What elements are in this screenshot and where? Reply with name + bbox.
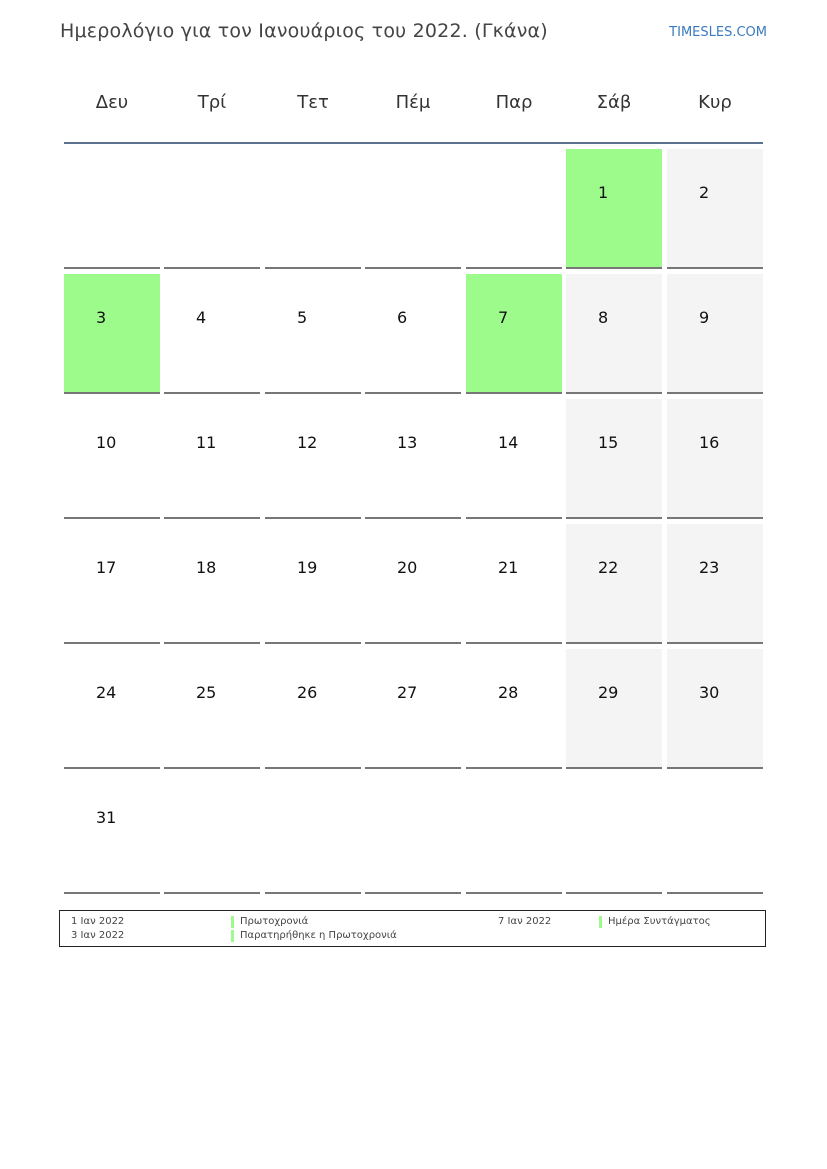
calendar-day-cell[interactable] xyxy=(265,649,361,769)
day-number: 23 xyxy=(699,558,720,577)
calendar-empty-cell xyxy=(667,774,763,894)
calendar-day-cell[interactable] xyxy=(164,399,260,519)
day-number: 29 xyxy=(598,683,619,702)
weekday-sat: Σάβ xyxy=(596,92,632,113)
calendar-day-cell[interactable] xyxy=(466,274,562,394)
calendar-day-cell[interactable] xyxy=(365,399,461,519)
calendar-day-cell[interactable] xyxy=(164,274,260,394)
day-number: 30 xyxy=(699,683,720,702)
header-divider xyxy=(64,142,763,144)
day-number: 28 xyxy=(498,683,519,702)
day-number: 27 xyxy=(397,683,418,702)
calendar-day-cell[interactable] xyxy=(466,524,562,644)
day-number: 19 xyxy=(297,558,318,577)
day-number: 6 xyxy=(397,308,408,327)
calendar-day-cell[interactable] xyxy=(365,524,461,644)
weekday-mon: Δευ xyxy=(95,92,129,113)
calendar-day-cell[interactable] xyxy=(365,274,461,394)
day-number: 11 xyxy=(196,433,217,452)
calendar-day-cell[interactable] xyxy=(566,149,662,269)
calendar-empty-cell xyxy=(64,149,160,269)
day-number: 17 xyxy=(96,558,117,577)
day-number: 13 xyxy=(397,433,418,452)
calendar-day-cell[interactable] xyxy=(365,649,461,769)
calendar-day-cell[interactable] xyxy=(64,774,160,894)
calendar-day-cell[interactable] xyxy=(667,399,763,519)
legend-holiday-name: Πρωτοχρονιά xyxy=(231,916,308,928)
day-number: 3 xyxy=(96,308,107,327)
calendar-empty-cell xyxy=(164,149,260,269)
day-number: 4 xyxy=(196,308,207,327)
calendar-day-cell[interactable] xyxy=(667,149,763,269)
calendar-day-cell[interactable] xyxy=(164,524,260,644)
calendar-day-cell[interactable] xyxy=(566,524,662,644)
weekday-header-row xyxy=(64,92,764,118)
day-number: 22 xyxy=(598,558,619,577)
calendar-day-cell[interactable] xyxy=(64,274,160,394)
calendar-day-cell[interactable] xyxy=(64,524,160,644)
day-number: 1 xyxy=(598,183,609,202)
calendar-day-cell[interactable] xyxy=(64,649,160,769)
calendar-empty-cell xyxy=(164,774,260,894)
calendar-day-cell[interactable] xyxy=(667,274,763,394)
calendar-day-cell[interactable] xyxy=(667,524,763,644)
calendar-empty-cell xyxy=(466,774,562,894)
legend-holiday-name: Ημέρα Συντάγματος xyxy=(599,916,711,928)
calendar-day-cell[interactable] xyxy=(265,274,361,394)
calendar-day-cell[interactable] xyxy=(566,649,662,769)
calendar-day-cell[interactable] xyxy=(64,399,160,519)
calendar-day-cell[interactable] xyxy=(667,649,763,769)
calendar-empty-cell xyxy=(265,149,361,269)
calendar-empty-cell xyxy=(265,774,361,894)
legend-holiday-name: Παρατηρήθηκε η Πρωτοχρονιά xyxy=(231,930,397,942)
legend-date: 1 Ιαν 2022 xyxy=(71,916,125,927)
day-number: 14 xyxy=(498,433,519,452)
day-number: 21 xyxy=(498,558,519,577)
calendar-day-cell[interactable] xyxy=(164,649,260,769)
weekday-thu: Πέμ xyxy=(395,92,431,113)
day-number: 24 xyxy=(96,683,117,702)
day-number: 10 xyxy=(96,433,117,452)
calendar-empty-cell xyxy=(566,774,662,894)
day-number: 31 xyxy=(96,808,117,827)
calendar-day-cell[interactable] xyxy=(265,399,361,519)
day-number: 5 xyxy=(297,308,308,327)
calendar-empty-cell xyxy=(365,149,461,269)
day-number: 12 xyxy=(297,433,318,452)
day-number: 7 xyxy=(498,308,509,327)
brand-link[interactable]: TIMESLES.COM xyxy=(669,25,767,40)
weekday-fri: Παρ xyxy=(495,92,533,113)
page-title: Ημερολόγιο για τον Ιανουάριος του 2022. (Γκάνα) xyxy=(60,20,548,42)
calendar-day-cell[interactable] xyxy=(265,524,361,644)
calendar-empty-cell xyxy=(466,149,562,269)
weekday-wed: Τετ xyxy=(297,92,329,113)
calendar-empty-cell xyxy=(365,774,461,894)
day-number: 20 xyxy=(397,558,418,577)
day-number: 18 xyxy=(196,558,217,577)
legend-date: 3 Ιαν 2022 xyxy=(71,930,125,941)
day-number: 26 xyxy=(297,683,318,702)
calendar-day-cell[interactable] xyxy=(566,274,662,394)
calendar-day-cell[interactable] xyxy=(566,399,662,519)
calendar-day-cell[interactable] xyxy=(466,649,562,769)
weekday-tue: Τρί xyxy=(197,92,227,113)
calendar-day-cell[interactable] xyxy=(466,399,562,519)
day-number: 2 xyxy=(699,183,710,202)
legend-date: 7 Ιαν 2022 xyxy=(498,916,552,927)
holiday-legend xyxy=(59,910,766,947)
day-number: 16 xyxy=(699,433,720,452)
day-number: 9 xyxy=(699,308,710,327)
calendar-grid xyxy=(64,149,764,895)
day-number: 25 xyxy=(196,683,217,702)
day-number: 8 xyxy=(598,308,609,327)
weekday-sun: Κυρ xyxy=(698,92,732,113)
day-number: 15 xyxy=(598,433,619,452)
